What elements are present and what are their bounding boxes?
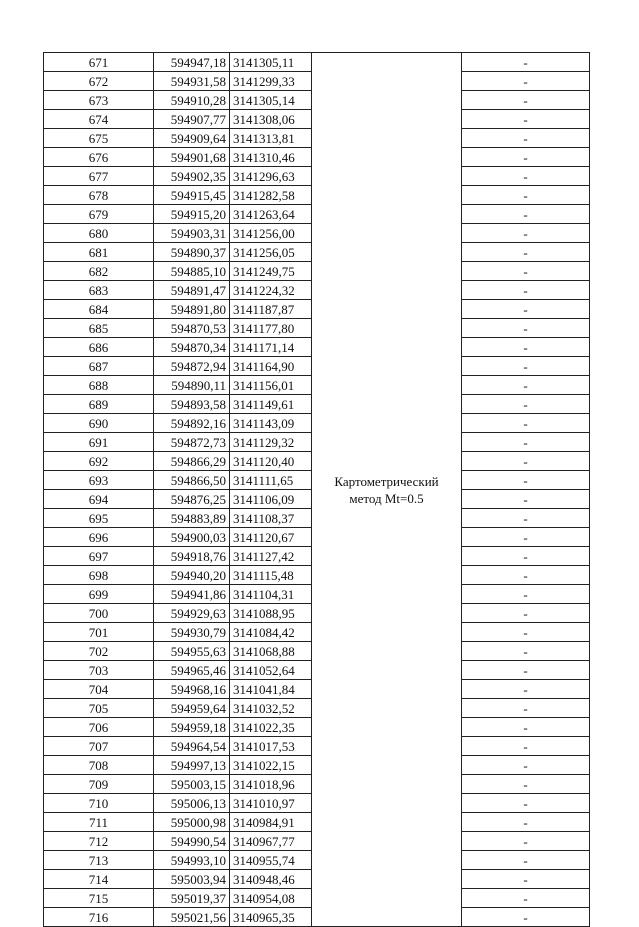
x-coordinate-cell: 595003,15 <box>154 775 230 794</box>
y-coordinate-cell: 3141171,14 <box>230 338 312 357</box>
x-coordinate-cell: 594900,03 <box>154 528 230 547</box>
value-cell: - <box>462 72 590 91</box>
y-coordinate-cell: 3141313,81 <box>230 129 312 148</box>
point-number-cell: 709 <box>44 775 154 794</box>
x-coordinate-cell: 595019,37 <box>154 889 230 908</box>
x-coordinate-cell: 594918,76 <box>154 547 230 566</box>
value-cell: - <box>462 243 590 262</box>
value-cell: - <box>462 832 590 851</box>
value-cell: - <box>462 53 590 72</box>
value-cell: - <box>462 566 590 585</box>
x-coordinate-cell: 594947,18 <box>154 53 230 72</box>
y-coordinate-cell: 3140967,77 <box>230 832 312 851</box>
x-coordinate-cell: 594890,37 <box>154 243 230 262</box>
point-number-cell: 696 <box>44 528 154 547</box>
value-cell: - <box>462 205 590 224</box>
value-cell: - <box>462 319 590 338</box>
point-number-cell: 715 <box>44 889 154 908</box>
y-coordinate-cell: 3140965,35 <box>230 908 312 927</box>
y-coordinate-cell: 3141249,75 <box>230 262 312 281</box>
value-cell: - <box>462 528 590 547</box>
x-coordinate-cell: 595003,94 <box>154 870 230 889</box>
y-coordinate-cell: 3140955,74 <box>230 851 312 870</box>
y-coordinate-cell: 3141187,87 <box>230 300 312 319</box>
x-coordinate-cell: 594959,18 <box>154 718 230 737</box>
y-coordinate-cell: 3141108,37 <box>230 509 312 528</box>
method-line-2: метод Mt=0.5 <box>349 490 424 506</box>
point-number-cell: 697 <box>44 547 154 566</box>
point-number-cell: 677 <box>44 167 154 186</box>
point-number-cell: 695 <box>44 509 154 528</box>
value-cell: - <box>462 471 590 490</box>
value-cell: - <box>462 110 590 129</box>
x-coordinate-cell: 594890,11 <box>154 376 230 395</box>
point-number-cell: 680 <box>44 224 154 243</box>
x-coordinate-cell: 594909,64 <box>154 129 230 148</box>
x-coordinate-cell: 594964,54 <box>154 737 230 756</box>
point-number-cell: 689 <box>44 395 154 414</box>
y-coordinate-cell: 3141104,31 <box>230 585 312 604</box>
x-coordinate-cell: 594930,79 <box>154 623 230 642</box>
point-number-cell: 693 <box>44 471 154 490</box>
y-coordinate-cell: 3141256,05 <box>230 243 312 262</box>
x-coordinate-cell: 594876,25 <box>154 490 230 509</box>
point-number-cell: 713 <box>44 851 154 870</box>
y-coordinate-cell: 3141129,32 <box>230 433 312 452</box>
point-number-cell: 690 <box>44 414 154 433</box>
y-coordinate-cell: 3141022,35 <box>230 718 312 737</box>
table-row <box>44 53 590 72</box>
x-coordinate-cell: 594891,47 <box>154 281 230 300</box>
point-number-cell: 712 <box>44 832 154 851</box>
y-coordinate-cell: 3141305,11 <box>230 53 312 72</box>
point-number-cell: 679 <box>44 205 154 224</box>
y-coordinate-cell: 3141308,06 <box>230 110 312 129</box>
value-cell: - <box>462 167 590 186</box>
y-coordinate-cell: 3141127,42 <box>230 547 312 566</box>
y-coordinate-cell: 3141111,65 <box>230 471 312 490</box>
x-coordinate-cell: 594997,13 <box>154 756 230 775</box>
y-coordinate-cell: 3141084,42 <box>230 623 312 642</box>
value-cell: - <box>462 452 590 471</box>
x-coordinate-cell: 594903,31 <box>154 224 230 243</box>
x-coordinate-cell: 594893,58 <box>154 395 230 414</box>
x-coordinate-cell: 594872,94 <box>154 357 230 376</box>
y-coordinate-cell: 3141032,52 <box>230 699 312 718</box>
y-coordinate-cell: 3141052,64 <box>230 661 312 680</box>
point-number-cell: 700 <box>44 604 154 623</box>
y-coordinate-cell: 3141149,61 <box>230 395 312 414</box>
value-cell: - <box>462 262 590 281</box>
y-coordinate-cell: 3141263,64 <box>230 205 312 224</box>
point-number-cell: 710 <box>44 794 154 813</box>
value-cell: - <box>462 794 590 813</box>
point-number-cell: 688 <box>44 376 154 395</box>
value-cell: - <box>462 585 590 604</box>
point-number-cell: 691 <box>44 433 154 452</box>
value-cell: - <box>462 414 590 433</box>
x-coordinate-cell: 594866,50 <box>154 471 230 490</box>
point-number-cell: 694 <box>44 490 154 509</box>
x-coordinate-cell: 594955,63 <box>154 642 230 661</box>
point-number-cell: 686 <box>44 338 154 357</box>
x-coordinate-cell: 594866,29 <box>154 452 230 471</box>
y-coordinate-cell: 3141256,00 <box>230 224 312 243</box>
x-coordinate-cell: 594915,20 <box>154 205 230 224</box>
value-cell: - <box>462 775 590 794</box>
value-cell: - <box>462 509 590 528</box>
x-coordinate-cell: 594940,20 <box>154 566 230 585</box>
point-number-cell: 708 <box>44 756 154 775</box>
value-cell: - <box>462 908 590 927</box>
x-coordinate-cell: 594907,77 <box>154 110 230 129</box>
value-cell: - <box>462 376 590 395</box>
y-coordinate-cell: 3141156,01 <box>230 376 312 395</box>
point-number-cell: 674 <box>44 110 154 129</box>
value-cell: - <box>462 642 590 661</box>
y-coordinate-cell: 3141115,48 <box>230 566 312 585</box>
x-coordinate-cell: 595006,13 <box>154 794 230 813</box>
value-cell: - <box>462 756 590 775</box>
point-number-cell: 706 <box>44 718 154 737</box>
y-coordinate-cell: 3141310,46 <box>230 148 312 167</box>
value-cell: - <box>462 395 590 414</box>
point-number-cell: 675 <box>44 129 154 148</box>
coordinates-sheet <box>43 52 589 927</box>
x-coordinate-cell: 594870,53 <box>154 319 230 338</box>
value-cell: - <box>462 604 590 623</box>
y-coordinate-cell: 3141088,95 <box>230 604 312 623</box>
x-coordinate-cell: 594965,46 <box>154 661 230 680</box>
value-cell: - <box>462 870 590 889</box>
y-coordinate-cell: 3141068,88 <box>230 642 312 661</box>
point-number-cell: 702 <box>44 642 154 661</box>
point-number-cell: 705 <box>44 699 154 718</box>
point-number-cell: 698 <box>44 566 154 585</box>
method-cell <box>312 53 462 927</box>
value-cell: - <box>462 91 590 110</box>
point-number-cell: 676 <box>44 148 154 167</box>
x-coordinate-cell: 594891,80 <box>154 300 230 319</box>
y-coordinate-cell: 3141018,96 <box>230 775 312 794</box>
value-cell: - <box>462 186 590 205</box>
point-number-cell: 682 <box>44 262 154 281</box>
y-coordinate-cell: 3141022,15 <box>230 756 312 775</box>
y-coordinate-cell: 3141282,58 <box>230 186 312 205</box>
y-coordinate-cell: 3141041,84 <box>230 680 312 699</box>
value-cell: - <box>462 433 590 452</box>
y-coordinate-cell: 3141106,09 <box>230 490 312 509</box>
value-cell: - <box>462 737 590 756</box>
x-coordinate-cell: 594915,45 <box>154 186 230 205</box>
value-cell: - <box>462 300 590 319</box>
x-coordinate-cell: 594883,89 <box>154 509 230 528</box>
x-coordinate-cell: 594885,10 <box>154 262 230 281</box>
value-cell: - <box>462 661 590 680</box>
x-coordinate-cell: 595000,98 <box>154 813 230 832</box>
y-coordinate-cell: 3141224,32 <box>230 281 312 300</box>
coordinates-table <box>43 52 590 927</box>
value-cell: - <box>462 148 590 167</box>
y-coordinate-cell: 3141010,97 <box>230 794 312 813</box>
point-number-cell: 678 <box>44 186 154 205</box>
point-number-cell: 704 <box>44 680 154 699</box>
value-cell: - <box>462 547 590 566</box>
y-coordinate-cell: 3141177,80 <box>230 319 312 338</box>
x-coordinate-cell: 594959,64 <box>154 699 230 718</box>
x-coordinate-cell: 594910,28 <box>154 91 230 110</box>
value-cell: - <box>462 129 590 148</box>
point-number-cell: 716 <box>44 908 154 927</box>
method-line-1: Картометрический <box>334 473 439 489</box>
x-coordinate-cell: 594990,54 <box>154 832 230 851</box>
x-coordinate-cell: 595021,56 <box>154 908 230 927</box>
point-number-cell: 671 <box>44 53 154 72</box>
point-number-cell: 699 <box>44 585 154 604</box>
y-coordinate-cell: 3141305,14 <box>230 91 312 110</box>
point-number-cell: 692 <box>44 452 154 471</box>
value-cell: - <box>462 889 590 908</box>
coordinates-table-body <box>44 53 590 927</box>
point-number-cell: 673 <box>44 91 154 110</box>
x-coordinate-cell: 594929,63 <box>154 604 230 623</box>
y-coordinate-cell: 3140948,46 <box>230 870 312 889</box>
point-number-cell: 685 <box>44 319 154 338</box>
y-coordinate-cell: 3140954,08 <box>230 889 312 908</box>
point-number-cell: 672 <box>44 72 154 91</box>
x-coordinate-cell: 594892,16 <box>154 414 230 433</box>
y-coordinate-cell: 3141299,33 <box>230 72 312 91</box>
y-coordinate-cell: 3141017,53 <box>230 737 312 756</box>
value-cell: - <box>462 490 590 509</box>
point-number-cell: 707 <box>44 737 154 756</box>
x-coordinate-cell: 594872,73 <box>154 433 230 452</box>
x-coordinate-cell: 594968,16 <box>154 680 230 699</box>
point-number-cell: 687 <box>44 357 154 376</box>
point-number-cell: 683 <box>44 281 154 300</box>
x-coordinate-cell: 594901,68 <box>154 148 230 167</box>
value-cell: - <box>462 718 590 737</box>
x-coordinate-cell: 594993,10 <box>154 851 230 870</box>
x-coordinate-cell: 594931,58 <box>154 72 230 91</box>
point-number-cell: 681 <box>44 243 154 262</box>
value-cell: - <box>462 699 590 718</box>
x-coordinate-cell: 594941,86 <box>154 585 230 604</box>
x-coordinate-cell: 594870,34 <box>154 338 230 357</box>
y-coordinate-cell: 3141164,90 <box>230 357 312 376</box>
value-cell: - <box>462 224 590 243</box>
value-cell: - <box>462 281 590 300</box>
point-number-cell: 714 <box>44 870 154 889</box>
point-number-cell: 701 <box>44 623 154 642</box>
y-coordinate-cell: 3141120,40 <box>230 452 312 471</box>
point-number-cell: 703 <box>44 661 154 680</box>
value-cell: - <box>462 357 590 376</box>
value-cell: - <box>462 680 590 699</box>
value-cell: - <box>462 338 590 357</box>
point-number-cell: 684 <box>44 300 154 319</box>
y-coordinate-cell: 3140984,91 <box>230 813 312 832</box>
x-coordinate-cell: 594902,35 <box>154 167 230 186</box>
value-cell: - <box>462 813 590 832</box>
y-coordinate-cell: 3141120,67 <box>230 528 312 547</box>
y-coordinate-cell: 3141143,09 <box>230 414 312 433</box>
value-cell: - <box>462 623 590 642</box>
y-coordinate-cell: 3141296,63 <box>230 167 312 186</box>
point-number-cell: 711 <box>44 813 154 832</box>
value-cell: - <box>462 851 590 870</box>
